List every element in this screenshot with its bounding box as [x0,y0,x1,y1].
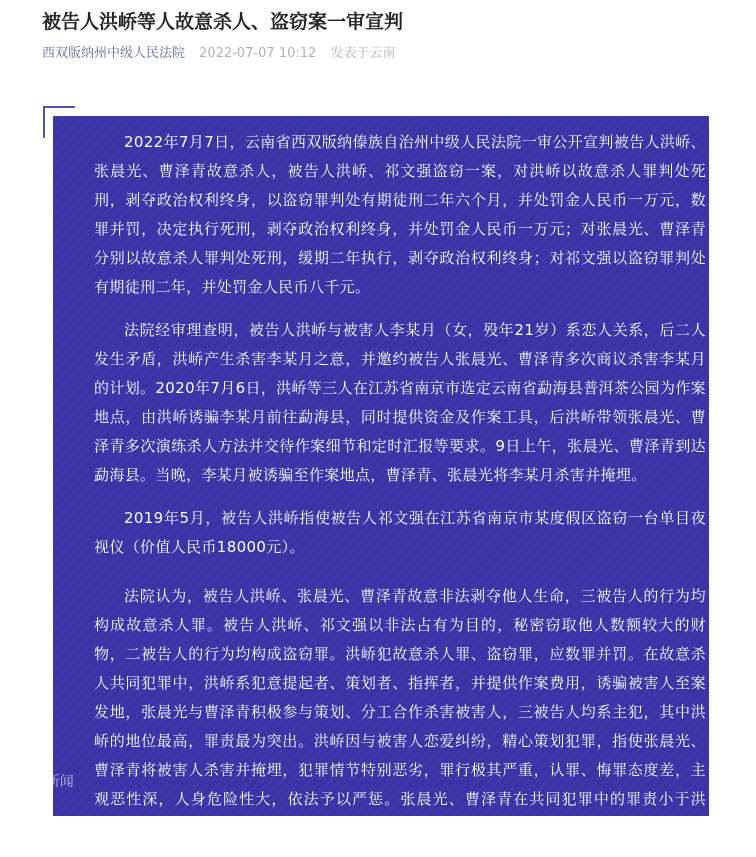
publish-date: 2022-07-07 10:12 [199,46,317,61]
body-paragraph: 2019年5月，被告人洪峤指使被告人祁文强在江苏省南京市某度假区盗窃一台单目夜视仪（价值人民币18000元）。 [94,509,706,556]
article-meta [42,44,395,64]
account-name-link[interactable]: 西双版纳州中级人民法院 [42,46,186,61]
watermark-text: 大鹏新闻 [17,774,74,790]
article-title: 被告人洪峤等人故意杀人、盗窃案一审宣判 [42,11,404,33]
publish-location: 发表于云南 [330,46,396,61]
body-paragraph: 法院经审理查明，被告人洪峤与被害人李某月（女，殁年21岁）系恋人关系，后二人发生矛盾，洪峤产生杀害李某月之意，并邀约被告人张晨光、曹泽青多次商议杀害李某月的计划。2020年7月6日，洪峤等三人在江苏省南京市选定云南省勐海县普洱茶公园为作案地点，由洪峤诱骗李某月前往勐海县，同时提供资金及作案工具，后洪峤带领张晨光、曹泽青多次演练杀人方法并交待作案细节和定时汇报等要求。9日上午，张晨光、曹泽青到达勐海县。当晚，李某月被诱骗至作案地点，曹泽青、张晨光将李某月杀害并掩埋。 [94,321,706,484]
watermark-logo-icon: ᛈ [6,775,14,790]
article-body [94,128,706,857]
watermark [6,771,126,793]
article-body-panel [53,116,709,837]
body-paragraph: 2022年7月7日，云南省西双版纳傣族自治州中级人民法院一审公开宣判被告人洪峤、张晨光、曹泽青故意杀人，被告人洪峤、祁文强盗窃一案，对洪峤以故意杀人罪判处死刑，剥夺政治权利终身，以盗窃罪判处有期徒刑二年六个月，并处罚金人民币一万元，数罪并罚，决定执行死刑，剥夺政治权利终身，并处罚金人民币一万元；对张晨光、曹泽青分别以故意杀人罪判处死刑，缓期二年执行，剥夺政治权利终身；对祁文强以盗窃罪判处有期徒刑二年，并处罚金人民币八千元。 [94,133,706,296]
body-paragraph: 法院认为，被告人洪峤、张晨光、曹泽青故意非法剥夺他人生命，三被告人的行为均构成故意杀人罪。被告人洪峤、祁文强以非法占有为目的，秘密窃取他人数额较大的财物，二被告人的行为均构成盗窃罪。洪峤犯故意杀人罪、盗窃罪，应数罪并罚。在故意杀人共同犯罪中，洪峤系犯意提起者、策划者、指挥者，并提供作案费用，诱骗被害人至案发地，张晨光与曹泽青积极参与策划、分工合作杀害被害人，三被告人均系主犯，其中洪峤的地位最高，罪责最为突出。洪峤因与被害人恋爱纠纷，精心策划犯罪，指使张晨光、曹泽青将被害人杀害并掩埋，犯罪情节特别恶劣，罪行极其严重，认罪、悔罪态度差，主观恶性深，人身危险性大，依法予以严惩。张晨光、曹泽青在共同犯罪中的罪责小于洪峤，且归案后如实供 [94,587,706,837]
